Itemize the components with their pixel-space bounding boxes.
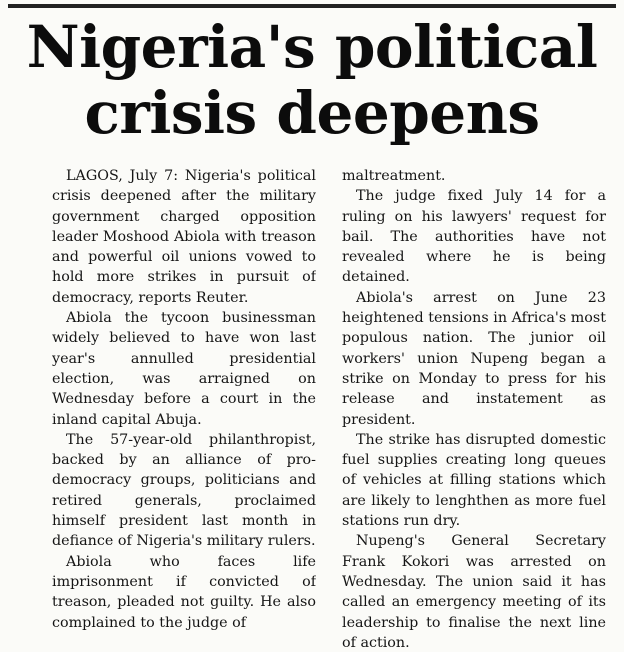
paragraph: Abiola who faces life imprisonment if convicted of treason, pleaded not guilty. He also complained to the judge of [52,553,316,631]
paragraph: The strike has disrupted domestic fuel supplies creating long queues of vehicles at filling stations which are likely to lenghthen as more fuel stations run dry. [342,431,606,530]
paragraph: Abiola's arrest on June 23 heightened tensions in Africa's most populous nation. The junior oil workers' union Nupeng began a strike on Monday to press for his release and instatement as president. [342,289,606,428]
headline [0,14,624,146]
paragraph: Abiola the tycoon businessman widely believed to have won last year's annulled presidential election, was arraigned on Wednesday before a court in the inland capital Abuja. [52,310,316,428]
headline-line-1: Nigeria's political [26,13,598,81]
article-column-right [342,166,606,652]
top-rule [8,4,616,8]
paragraph: Nupeng's General Secretary Frank Kokori was arrested on Wednesday. The union said it has called an emergency meeting of its leadership to finalise the next line of action. [342,533,606,651]
headline-line-2: crisis deepens [84,79,540,147]
paragraph: LAGOS, July 7: Nigeria's political crisis deepened after the military government charged opposition leader Moshood Abiola with treason and powerful oil unions vowed to hold more strikes in pursuit of democracy, reports Reuter. [52,168,316,306]
article-column-left [52,166,316,652]
paragraph: The 57-year-old philanthropist, backed by an alliance of pro-democracy groups, politicians and retired generals, proclaimed himself president last month in defiance of Nigeria's military rulers. [52,431,316,550]
paragraph: The judge fixed July 14 for a ruling on his lawyers' request for bail. The authorities have not revealed where he is being detained. [342,188,606,286]
paragraph-continuation: maltreatment. [342,168,446,184]
article-body [52,166,606,652]
